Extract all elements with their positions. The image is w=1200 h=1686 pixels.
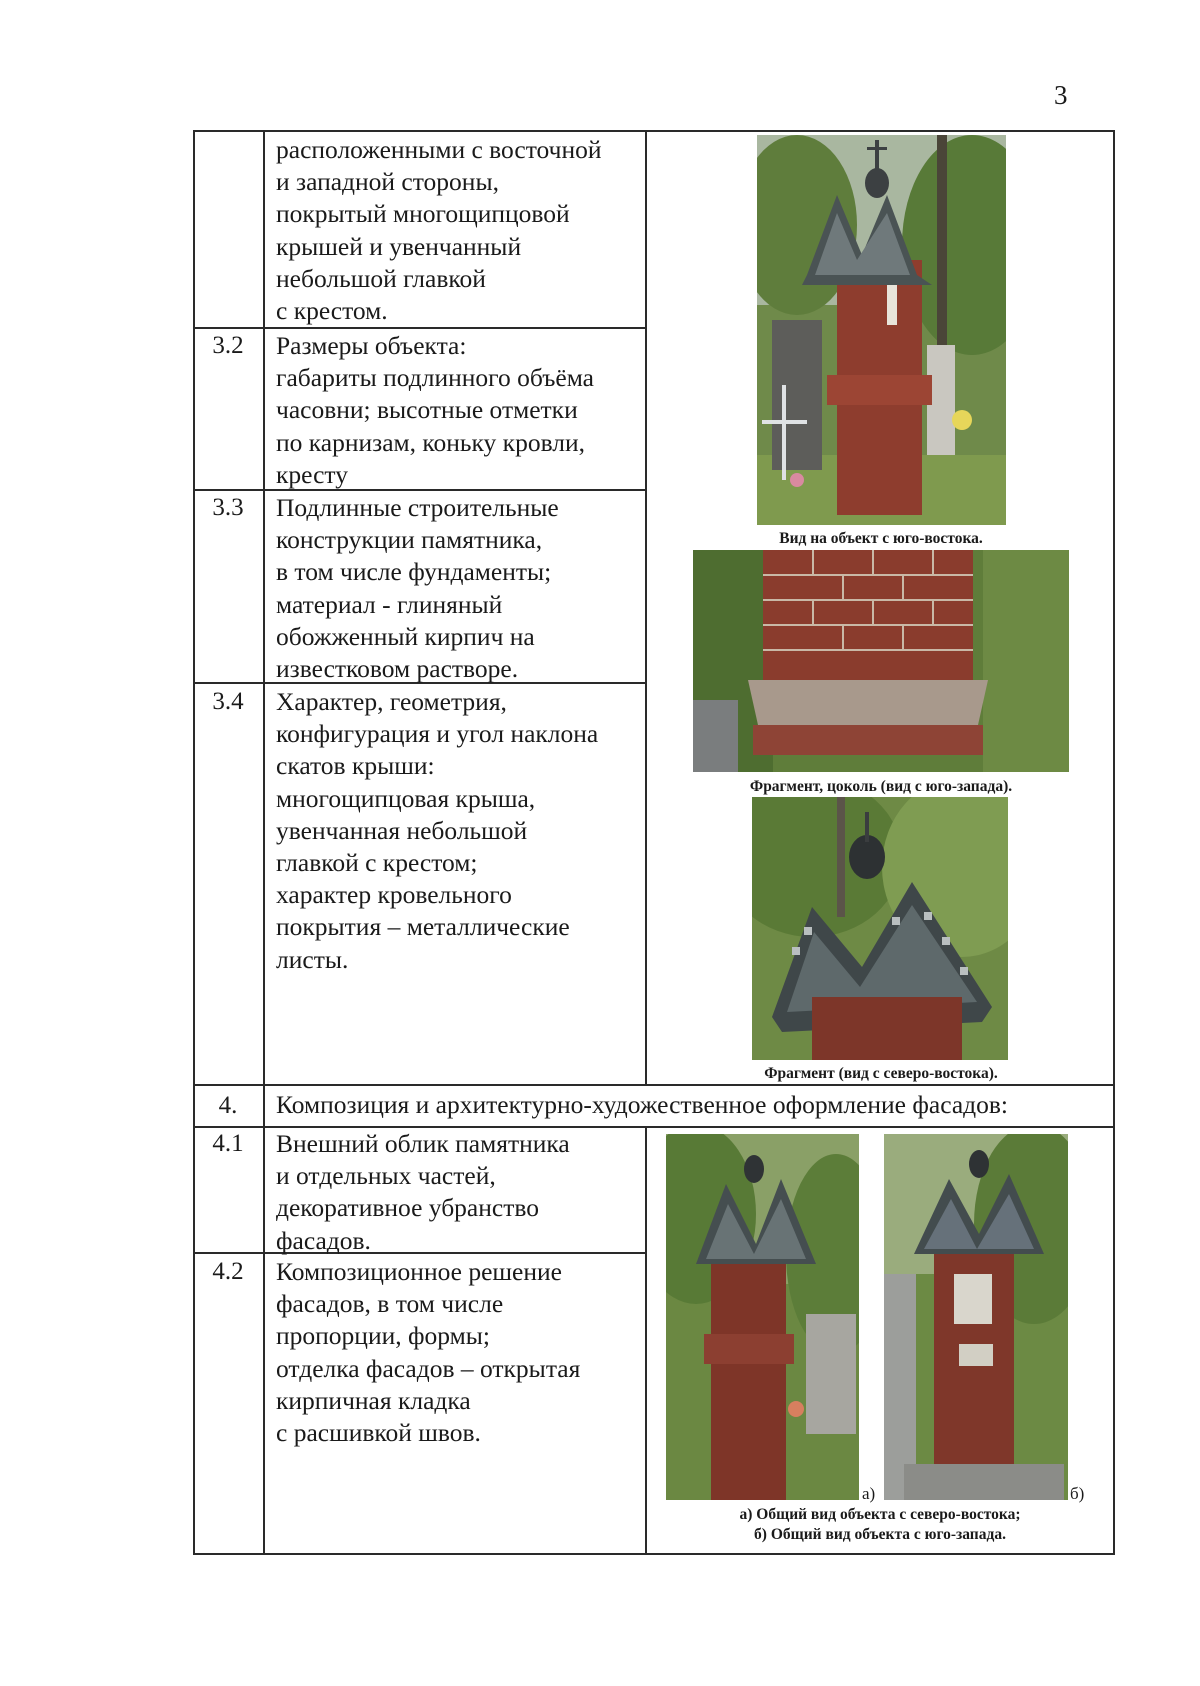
photo-caption: Фрагмент (вид с северо-востока).	[764, 1065, 998, 1082]
text-line: обожженный кирпич на	[276, 621, 535, 651]
text-line: декоративное убранство	[276, 1193, 539, 1223]
text-line: пропорции, формы;	[276, 1321, 490, 1351]
column-divider	[645, 130, 647, 1085]
text-line: небольшой главкой	[276, 263, 486, 293]
photo-caption: Фрагмент, цоколь (вид с юго-запада).	[749, 778, 1013, 795]
text-line: материал - глиняный	[276, 589, 503, 619]
row-text	[276, 492, 559, 685]
text-line: многощипцовая крыша,	[276, 783, 536, 813]
chapel-photo-south-east	[757, 135, 1006, 525]
row-text	[276, 1128, 570, 1257]
text-line: с расшивкой швов.	[276, 1418, 481, 1448]
column-divider	[645, 1126, 647, 1555]
text-line: Внешний облик памятника	[276, 1129, 570, 1158]
chapel-photo-south-west	[884, 1134, 1068, 1500]
page-number: 3	[1054, 80, 1068, 110]
text-line: в том числе фундаменты;	[276, 557, 552, 587]
text-line: по карнизам, коньку кровли,	[276, 427, 586, 457]
caption-line: б) Общий вид объекта с юго-запада.	[754, 1526, 1006, 1543]
photo-label-a: а)	[862, 1484, 876, 1503]
text-line: часовни; высотные отметки	[276, 395, 578, 425]
photo-caption: Вид на объект с юго-востока.	[779, 530, 983, 547]
text-line: крышей и увенчанный	[276, 231, 522, 261]
text-line: Композиционное решение	[276, 1257, 562, 1286]
text-line: главкой с крестом;	[276, 848, 478, 878]
row-text	[276, 686, 598, 976]
text-line: кресту	[276, 459, 348, 489]
row-number: 3.3	[212, 494, 244, 521]
text-line: фасадов, в том числе	[276, 1289, 504, 1319]
text-line: конструкции памятника,	[276, 525, 543, 555]
text-line: покрытия – металлические	[276, 912, 570, 942]
row-text	[276, 330, 594, 491]
photo-label-b: б)	[1070, 1484, 1085, 1503]
text-line: листы.	[276, 944, 349, 974]
text-line: габариты подлинного объёма	[276, 363, 594, 393]
row-number: 4.1	[212, 1130, 244, 1157]
row-text	[276, 1256, 580, 1449]
text-line: увенчанная небольшой	[276, 815, 528, 845]
text-line: отделка фасадов – открытая	[276, 1353, 581, 1383]
row-number: 4.2	[212, 1258, 244, 1285]
text-line: характер кровельного	[276, 880, 512, 910]
text-line: известковом растворе.	[276, 654, 519, 684]
text-line: и западной стороны,	[276, 167, 499, 197]
row-number: 3.2	[212, 332, 244, 359]
row-divider	[193, 1084, 1115, 1086]
row-divider	[193, 327, 645, 329]
caption-line: а) Общий вид объекта с северо-востока;	[739, 1506, 1021, 1523]
table-border-bottom	[193, 1553, 1115, 1555]
column-divider	[263, 130, 265, 1555]
text-line: скатов крыши:	[276, 751, 435, 781]
row-text	[276, 134, 602, 327]
section-heading: Композиция и архитектурно-художественное оформление фасадов:	[276, 1090, 1009, 1119]
text-line: и отдельных частей,	[276, 1161, 496, 1191]
text-line: Подлинные строительные	[276, 493, 559, 522]
text-line: с крестом.	[276, 296, 388, 326]
text-line: конфигурация и угол наклона	[276, 719, 599, 749]
text-line: расположенными с восточной	[276, 135, 602, 164]
text-line: покрытый многощипцовой	[276, 199, 570, 229]
table-border-right	[1113, 130, 1115, 1555]
text-line: Размеры объекта:	[276, 331, 467, 360]
row-number: 3.4	[212, 688, 244, 715]
roof-fragment-photo	[752, 797, 1008, 1060]
section-number: 4.	[218, 1092, 238, 1119]
table-border-top	[193, 130, 1115, 132]
photo-caption	[660, 1505, 1100, 1545]
text-line: фасадов.	[276, 1225, 371, 1255]
text-line: кирпичная кладка	[276, 1385, 471, 1415]
text-line: Характер, геометрия,	[276, 687, 507, 716]
chapel-photo-north-east	[666, 1134, 859, 1500]
plinth-fragment-photo	[693, 550, 1069, 772]
